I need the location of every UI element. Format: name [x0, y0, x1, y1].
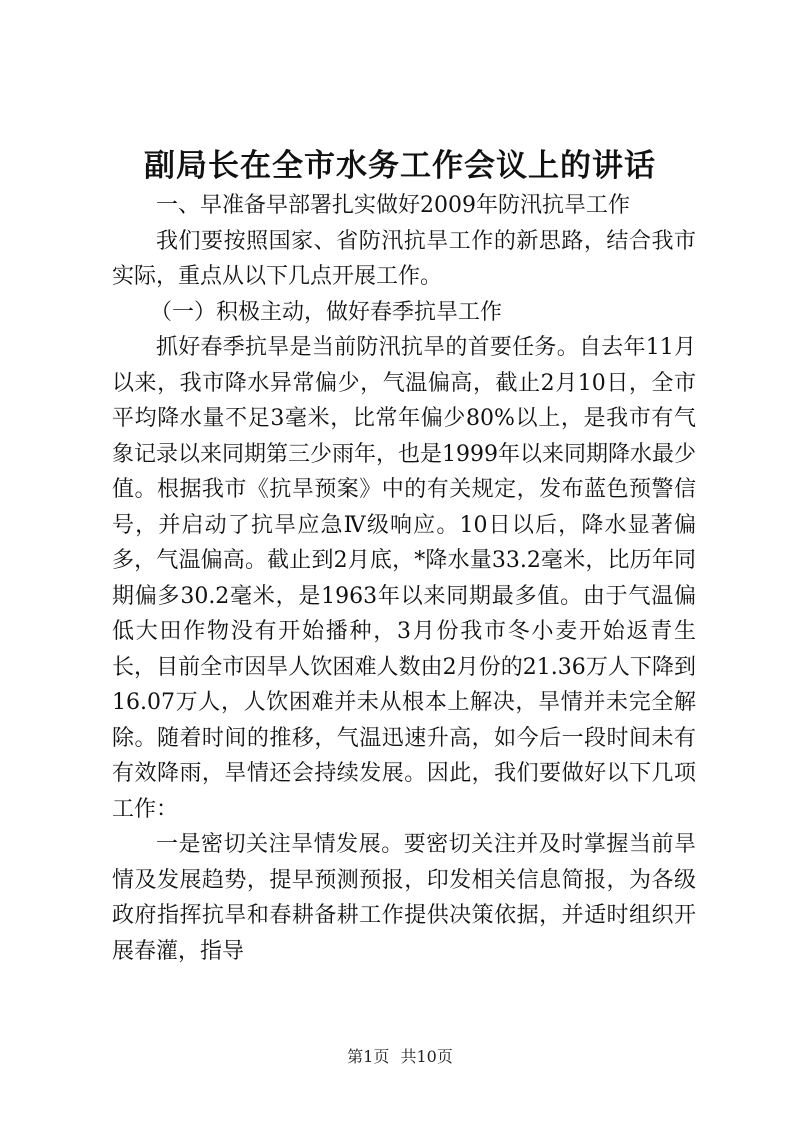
- section-heading: 一、早准备早部署扎实做好2009年防汛抗旱工作: [156, 193, 630, 218]
- page-number: 第1页: [347, 1047, 390, 1066]
- page-title: 副局长在全市水务工作会议上的讲话: [144, 148, 656, 184]
- subsection-heading: （一）积极主动，做好春季抗旱工作: [150, 299, 503, 325]
- document-body: [112, 188, 696, 969]
- page-footer: [0, 1044, 800, 1067]
- paragraph: 我们要按照国家、省防汛抗旱工作的新思路，结合我市实际，重点从以下几点开展工作。: [112, 228, 696, 289]
- paragraph: 抓好春季抗旱是当前防汛抗旱的首要任务。自去年11月以来，我市降水异常偏少，气温偏高，截止2月10日，全市平均降水量不足3毫米，比常年偏少80%以上，是我市有气象记录以来同期第三少雨年，也是1999年以来同期降水最少值。根据我市《抗旱预案》中的有关规定，发布蓝色预警信号，并启动了抗旱应急Ⅳ级响应。10日以后，降水显著偏多，气温偏高。截止到2月底，*降水量33.2毫米，比历年同期偏多30.2毫米，是1963年以来同期最多值。由于气温偏低大田作物没有开始播种，3月份我市冬小麦开始返青生长，目前全市因旱人饮困难人数由2月份的21.36万人下降到16.07万人，人饮困难并未从根本上解决，旱情并未完全解除。随着时间的推移，气温迅速升高，如今后一段时间未有有效降雨，旱情还会持续发展。因此，我们要做好以下几项工作：: [112, 335, 696, 822]
- paragraph: 一是密切关注旱情发展。要密切关注并及时掌握当前旱情及发展趋势，提早预测预报，印发相关信息简报，为各级政府指挥抗旱和春耕备耕工作提供决策依据，并适时组织开展春灌，指导: [112, 832, 696, 964]
- page-total: 共10页: [400, 1047, 453, 1066]
